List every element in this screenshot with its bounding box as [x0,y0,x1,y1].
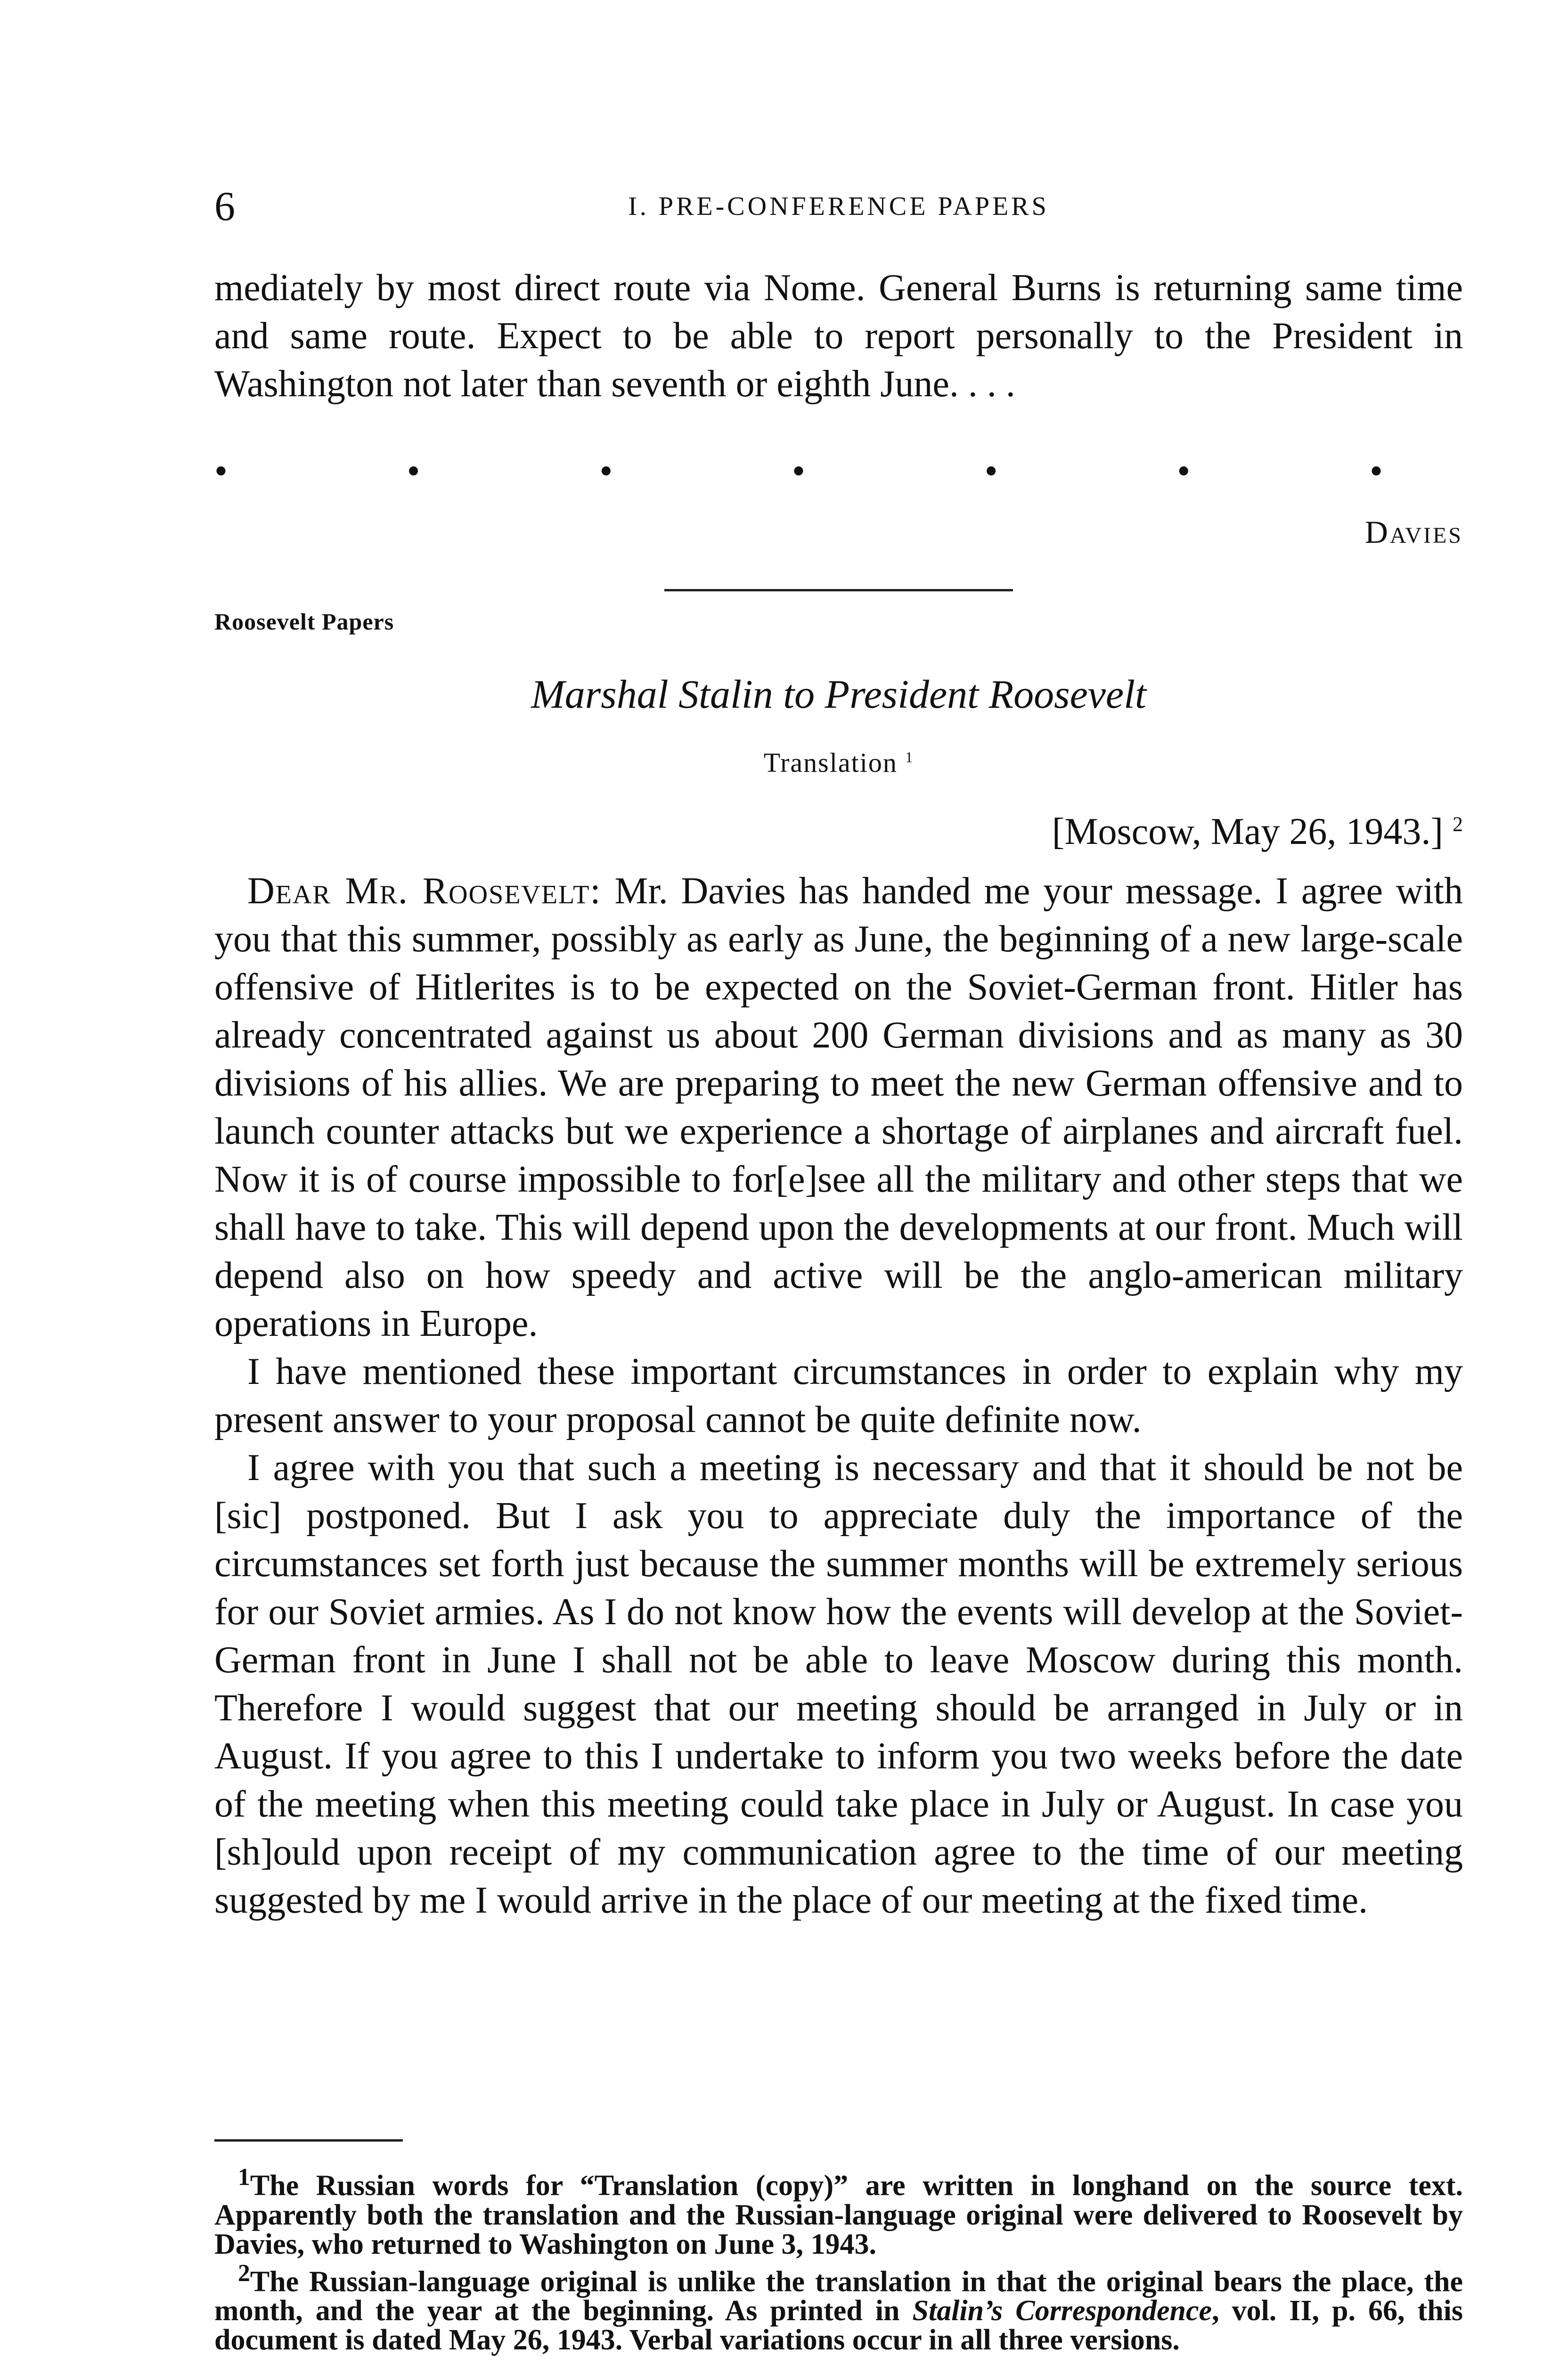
footnote-ref-2: 2 [1453,812,1463,836]
section-divider [664,589,1013,591]
translation-label [214,749,1463,777]
document-title: Marshal Stalin to President Roosevelt [531,671,1146,717]
dateline [1052,813,1463,851]
footnote-ref-1: 1 [905,749,914,766]
signature: Davies [1364,514,1463,550]
ellipsis-dot: • [1369,450,1383,492]
translation-label-text: Translation [763,747,898,778]
running-head: I. PRE-CONFERENCE PAPERS [628,192,1049,221]
ellipsis-dot: • [1177,450,1191,492]
ellipsis-dot: • [214,450,228,492]
letter-paragraph: I agree with you that such a meeting is necessary and that it should be not be [sic] postponed. But I ask you to appreciate duly the importance of the circumstances set forth just because the summer months will be extremely serious for our Soviet armies. As I do not know how the events will develop at the Soviet-German front in June I shall not be able to leave Moscow during this month. Therefore I would suggest that our meeting should be arranged in July or in August. If you agree to this I undertake to inform you two weeks before the date of the meeting when this meeting could take place in July or August. In case you [sh]ould upon receipt of my communication agree to the time of our meeting suggested by me I would arrive in the place of our meeting at the fixed time. [214,1447,1463,1921]
ellipsis-dot: • [792,450,805,492]
letter-paragraph [214,867,1463,1348]
footnote-text: The Russian words for “Translation (copy)” are written in longhand on the source text. Apparently both the translation and the Russian-language original were delivered to Roosevelt by Davies, who returned to Washington on June 3, 1943. [214,2169,1463,2260]
footnote-text: , vol. II, p. 66, this document is dated May 26, 1943. Verbal variations occur in all three versions. [214,2295,1463,2356]
source-label: Roosevelt Papers [214,608,394,635]
ellipsis-dot: • [599,450,613,492]
footnotes [214,2163,1463,2355]
letter-paragraph: I have mentioned these important circumstances in order to explain why my present answer to your proposal cannot be quite definite now. [214,1351,1463,1440]
footnote-1 [214,2163,1463,2259]
footnote-mark: 1 [238,2164,250,2191]
footnote-mark: 2 [238,2259,250,2287]
salutation: Dear Mr. Roosevelt: [247,870,602,912]
page-number: 6 [214,184,235,229]
footnote-divider [214,2139,403,2142]
cited-title: Stalin’s Correspondence [912,2295,1212,2327]
ellipsis-dot: • [984,450,998,492]
paragraph-text: Mr. Davies has handed me your message. I agree with you that this summer, possibly as early as June, the beginning of a new large-scale offensive of Hitlerites is to be expected on the Soviet-German front. Hitler has already concentrated against us about 200 German divisions and as many as 30 divisions of his allies. We are preparing to meet the new German offensive and to launch counter attacks but we experience a shortage of airplanes and aircraft fuel. Now it is of course impossible to for[e]see all the military and other steps that we shall have to take. This will depend upon the developments at our front. Much will depend also on how speedy and active will be the anglo-american military operations in Europe. [214,870,1463,1344]
letter-body [214,867,1463,1924]
dateline-text: [Moscow, May 26, 1943.] [1052,811,1443,852]
ellipsis-dot: • [407,450,420,492]
footnote-text: The Russian-language original is unlike the translation in that the original bears the place, the month, and the year at the beginning. As printed in [214,2266,1463,2327]
footnote-2 [214,2259,1463,2355]
continuation-paragraph: mediately by most direct route via Nome. General Burns is returning same time and same route. Expect to be able to report personally to the President in Washington not later than seventh or eighth June. . . . [214,267,1463,405]
ellipsis-row [214,452,1383,490]
